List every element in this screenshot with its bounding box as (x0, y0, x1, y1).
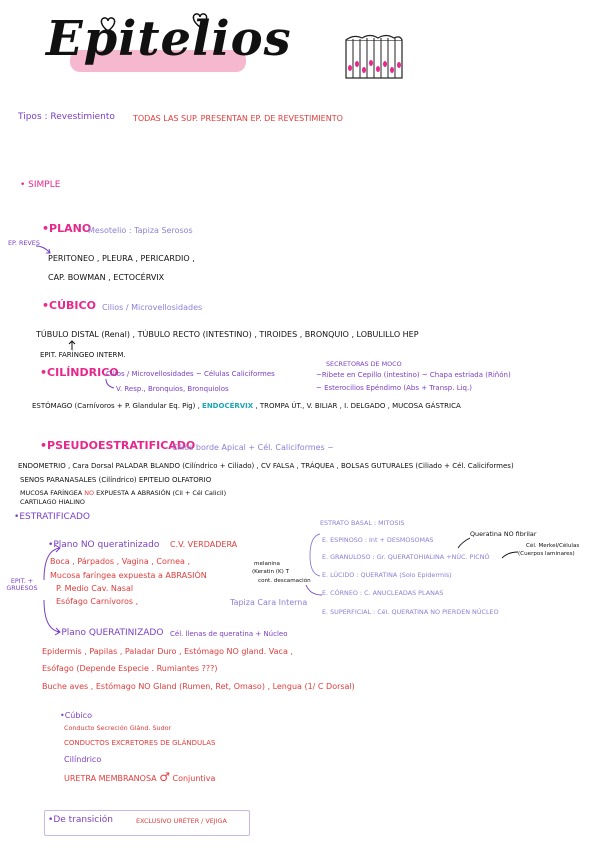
plano-desc: Mesotelio : Tapiza Serosos (88, 226, 193, 235)
endocervix-label: ENDOCÉRVIX (202, 402, 254, 410)
secretoras-note: SECRETORAS DE MOCO (326, 360, 402, 368)
cubico-line1: TÚBULO DISTAL (Renal) , TÚBULO RECTO (INTESTINO) , TIROIDES , BRONQUIO , LOBULILLO HEP (36, 330, 419, 339)
cubico-desc: Cilios / Microvellosidades (102, 303, 203, 312)
cubico-heading: •CÚBICO (42, 299, 96, 312)
page-title: Epitelios (46, 11, 292, 67)
est-cubico-line1: Conducto Secreción Glánd. Sudor (64, 724, 172, 732)
q-line3: Buche aves , Estómago NO Gland (Rumen, Ret, Omaso) , Lengua (1/ C Dorsal) (42, 682, 355, 691)
est-cubico-heading: •Cúbico (60, 711, 92, 720)
merkel-note-2: (Cuerpos laminares) (518, 551, 575, 557)
heart-icon (190, 10, 210, 30)
estrato-espinoso: E. ESPINOSO : Int + DESMOSOMAS (322, 536, 434, 544)
plano-side-note: EP. REVES (8, 239, 40, 247)
queratina-note: Queratina NO fibrilar (470, 530, 537, 538)
estrato-granuloso: E. GRANULOSO : Gr. QUERATOHIALINA +NÚC. PICNÓ (322, 553, 490, 561)
pseudo-line1: ENDOMETRIO , Cara Dorsal PALADAR BLANDO (Cilíndrico + Ciliado) , CV FALSA , TRÁQUEA , BOLSAS GUTURALES (Ciliado + Cél. Caliciformes) (18, 462, 514, 470)
simple-heading: • SIMPLE (20, 180, 61, 190)
esterocilios-note: ~ Esterocilios Epéndimo (Abs + Transp. Liq.) (316, 384, 472, 392)
nq-line3: P. Medio Cav. Nasal (56, 584, 134, 593)
bracket-icon (306, 534, 326, 578)
tapiza-note: Tapiza Cara Interna (230, 598, 308, 607)
est-cilindrico-line: URETRA MEMBRANOSA ♂ Conjuntiva (64, 770, 216, 784)
pseudo-line2: SENOS PARANASALES (Cilíndrico) EPITELIO OLFATORIO (20, 476, 212, 484)
nq-line1: Boca , Párpados , Vagina , Cornea , (50, 557, 190, 566)
tipos-text: TODAS LAS SUP. PRESENTAN EP. DE REVESTIMIENTO (133, 114, 343, 123)
plano-line2: CAP. BOWMAN , ECTOCÉRVIX (48, 273, 165, 282)
transicion-text: EXCLUSIVO URÉTER / VEJIGA (136, 817, 227, 825)
pseudo-line4: CARTILAGO HIALINO (20, 498, 85, 506)
melanina-note-3: cont. descamación (258, 578, 311, 584)
ribete-note: ~Ribete en Cepillo (intestino) ~ Chapa estriada (Riñón) (316, 371, 511, 379)
arrow-icon (500, 550, 520, 560)
cilindrico-heading: •CILÍNDRICO (40, 366, 119, 379)
nq-line2: Mucosa faríngea expuesta a ABRASIÓN (50, 571, 207, 580)
plano-heading: •PLANO (42, 222, 92, 235)
no-queratinizado-heading: •Plano NO queratinizado (48, 540, 160, 550)
estratificado-heading: •ESTRATIFICADO (14, 512, 90, 522)
pseudo-desc: Cilios borde Apical + Cél. Caliciformes ~ (172, 443, 334, 452)
pseudo-line3: MUCOSA FARÍNGEA NO EXPUESTA A ABRASIÓN (Cil + Cél Calicil) (20, 489, 227, 497)
estrato-superficial: E. SUPERFICIAL : Cél. QUERATINA NO PIERDEN NÚCLEO (322, 608, 499, 616)
cilindrico-line: ESTÓMAGO (Carnívoros + P. Glandular Eq. Pig) , ENDOCÉRVIX , TROMPA ÚT., V. BILIAR , I. DELGADO , MUCOSA GÁSTRICA (32, 402, 461, 410)
cubico-line2: EPIT. FARÍNGEO INTERM. (40, 351, 126, 359)
nq-line4: Esófago Carnívoros , (56, 597, 139, 606)
arrow-icon (456, 538, 472, 550)
arrow-icon (68, 340, 76, 350)
epithelium-illustration-icon (344, 30, 404, 82)
male-icon: ♂ (159, 770, 170, 784)
estrato-corneo: E. CÓRNEO : C. ANUCLEADAS PLANAS (322, 589, 444, 597)
heart-icon (98, 14, 118, 34)
est-cilindrico-heading: Cilíndrico (64, 755, 102, 764)
q-line2: Esófago (Depende Especie . Rumiantes ???) (42, 664, 218, 673)
estrato-basal: ESTRATO BASAL : MITOSIS (320, 519, 405, 527)
cilindrico-desc: Cilios / Microvellosidades ~ Células Caliciformes (106, 370, 275, 378)
queratinizado-heading: •Plano QUERATINIZADO (56, 628, 164, 638)
pseudo-heading: •PSEUDOESTRATIFICADO (40, 439, 196, 452)
queratinizado-extra: Cél. llenas de queratina + Núcleo (170, 630, 288, 638)
tipos-label: Tipos : Revestimiento (18, 112, 115, 122)
q-line1: Epidermis , Papilas , Paladar Duro , Estómago NO gland. Vaca , (42, 647, 293, 656)
arrow-icon (306, 585, 324, 597)
melanina-note-1: melanina (254, 561, 280, 567)
cv-verdadera: C.V. VERDADERA (170, 540, 238, 549)
plano-line1: PERITONEO , PLEURA , PERICARDIO , (48, 254, 195, 263)
transicion-heading: •De transición (48, 815, 113, 825)
estrato-lucido: E. LÚCIDO : QUERATINA (Solo Epidermis) (322, 571, 452, 579)
estratificado-side: EPIT. + GRUESOS (6, 577, 38, 593)
melanina-note-2: (Keratin (K) T (252, 569, 290, 575)
vresp-note: V. Resp., Bronquios, Bronquiolos (116, 385, 229, 393)
merkel-note-1: Cél. Merkel/Células (526, 543, 580, 549)
est-cubico-line2: CONDUCTOS EXCRETORES DE GLÁNDULAS (64, 739, 216, 747)
